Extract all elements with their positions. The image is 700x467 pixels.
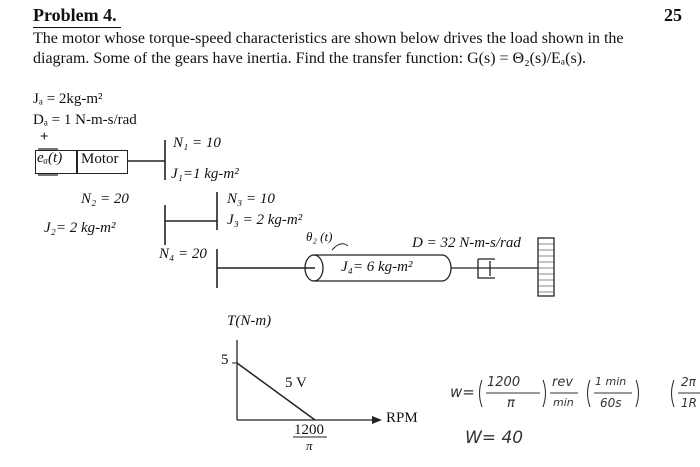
hand-w-eq: w= — [450, 383, 475, 401]
statement-line-2: diagram. Some of the gears have inertia. Find the transfer function: G(s) = Θ₂(s)/Eₐ(s). — [33, 50, 587, 67]
statement-line-1: The motor whose torque-speed characteristics are shown below drives the load shown in the — [33, 30, 624, 47]
hand-frac1-den: π — [507, 396, 515, 411]
motor-label: Motor — [81, 151, 119, 167]
label-n4: N₄ = 20 — [159, 246, 207, 262]
x-axis-arrowhead — [372, 416, 382, 424]
input-label: eₐ(t) — [37, 150, 63, 166]
hand-result: W= 40 — [465, 428, 524, 448]
problem-title: Problem 4. — [33, 5, 117, 25]
label-damper: D = 32 N-m-s/rad — [412, 235, 521, 251]
plot-x-intercept-num: 1200 — [294, 422, 324, 438]
paren-2-open — [588, 380, 591, 407]
label-j1: J₁=1 kg-m² — [171, 166, 239, 182]
paren-2-close — [636, 380, 639, 407]
page-number: 25 — [664, 5, 682, 25]
label-n1: N₁ = 10 — [173, 135, 221, 151]
hand-frac1-unit-den: min — [553, 396, 574, 409]
paren-1-close — [543, 380, 546, 407]
paren-3-open — [672, 380, 675, 407]
hand-frac2-den: 60s — [600, 396, 622, 410]
hand-frac1-unit-num: rev — [552, 375, 574, 390]
hand-frac3-num: 2π — [681, 375, 696, 389]
plot-xlabel: RPM — [386, 410, 418, 426]
label-j2: J₂= 2 kg-m² — [44, 220, 116, 236]
label-j3: J₃ = 2 kg-m² — [227, 212, 303, 228]
hand-frac1-num: 1200 — [487, 375, 521, 390]
plot-curve-label: 5 V — [285, 375, 307, 391]
theta2-arrow — [332, 244, 348, 250]
param-da: Dₐ = 1 N-m-s/rad — [33, 112, 137, 128]
plot-y-intercept: 5 — [221, 352, 229, 368]
wall — [538, 238, 554, 296]
param-ja: Jₐ = 2kg-m² — [33, 91, 103, 107]
hand-frac2-num: 1 min — [595, 375, 627, 388]
label-n2: N₂ = 20 — [81, 191, 129, 207]
label-j4: J₄= 6 kg-m² — [341, 259, 413, 275]
paren-1-open — [480, 380, 483, 407]
label-n3: N₃ = 10 — [227, 191, 275, 207]
hand-frac3-den: 1R — [681, 396, 697, 410]
plot-ylabel: T(N-m) — [227, 313, 272, 329]
plot-x-intercept-den: π — [306, 438, 313, 453]
label-theta2: θ₂ (t) — [306, 229, 333, 244]
plus-sign: + — [40, 129, 49, 145]
